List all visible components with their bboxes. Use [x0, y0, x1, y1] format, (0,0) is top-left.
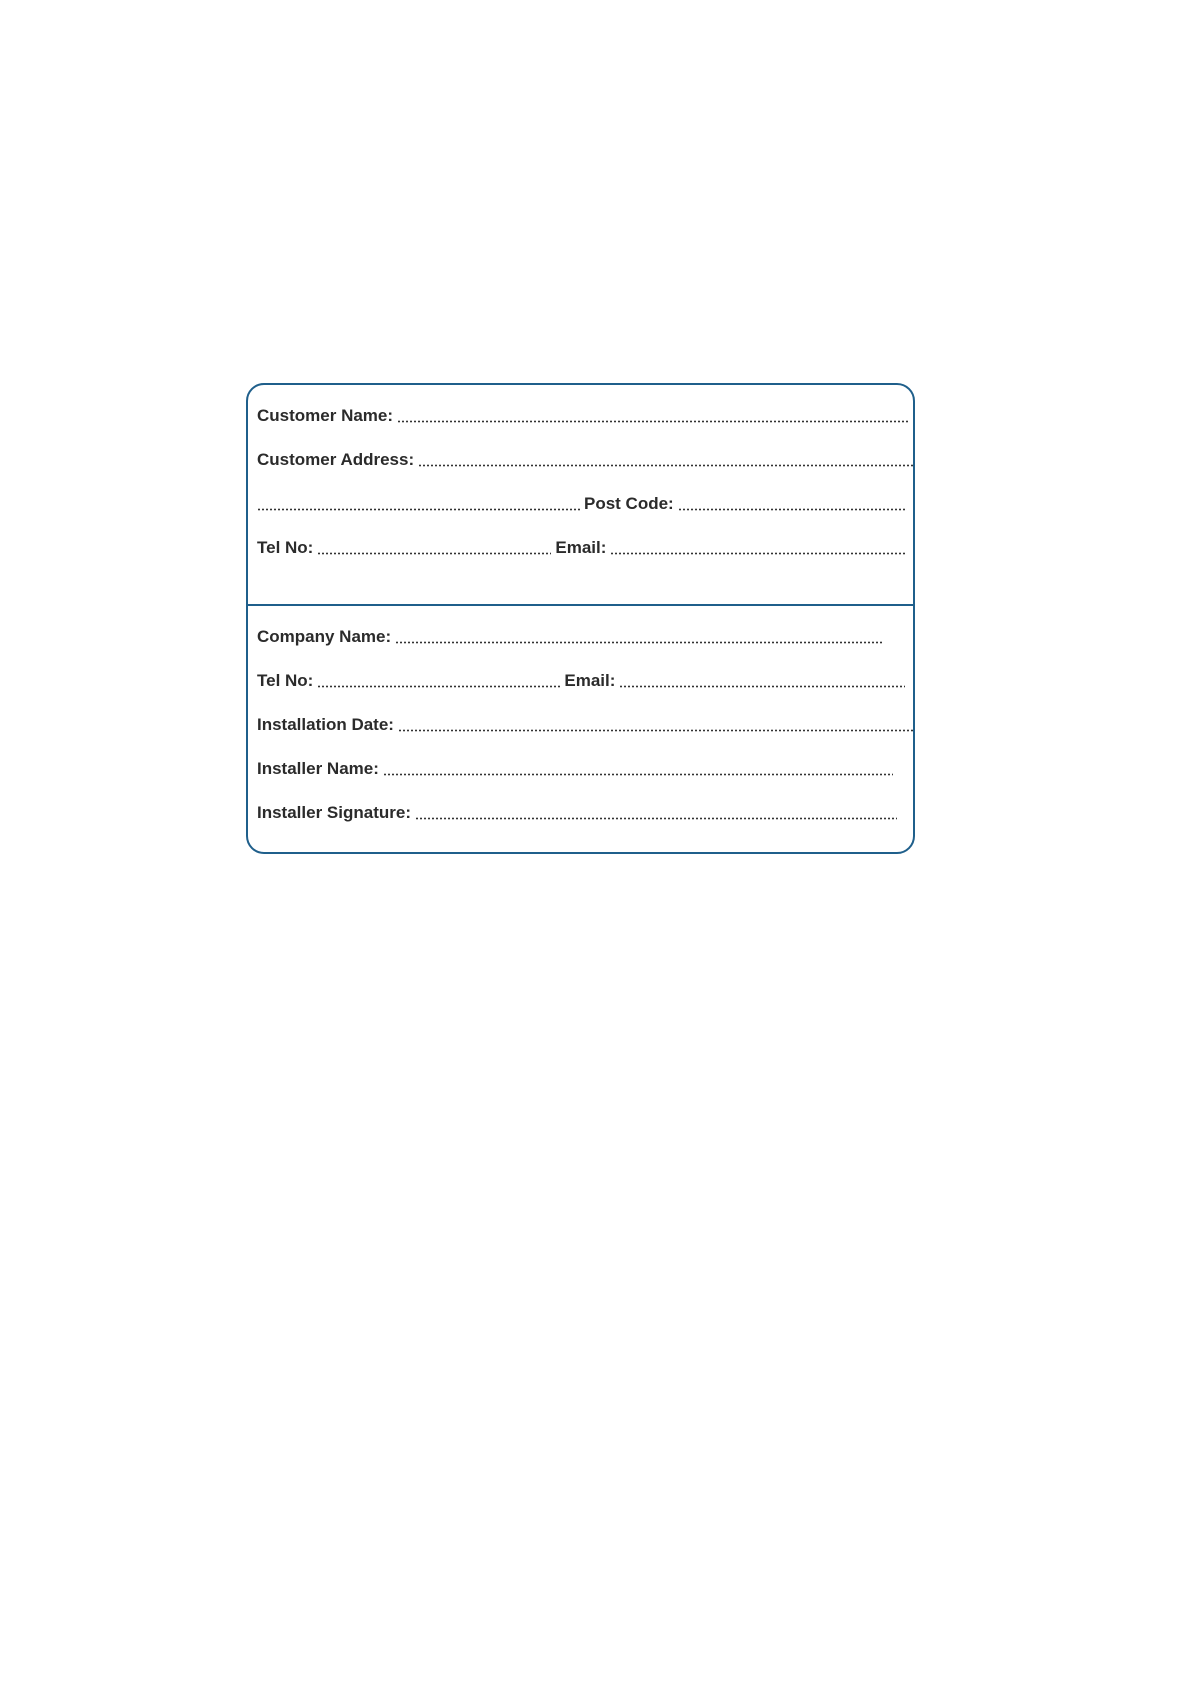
installation-date-label: Installation Date:: [257, 715, 394, 734]
customer-name-field[interactable]: [397, 420, 910, 423]
company-tel-field[interactable]: [317, 685, 560, 688]
details-form-card: [246, 383, 915, 854]
installer-name-row: [257, 757, 893, 779]
installer-signature-field[interactable]: [415, 817, 897, 820]
company-email-label: Email:: [564, 671, 616, 690]
customer-tel-label: Tel No:: [257, 538, 314, 557]
company-name-label: Company Name:: [257, 627, 392, 646]
company-name-field[interactable]: [395, 641, 883, 644]
customer-address-field[interactable]: [418, 464, 915, 467]
customer-details-section: [248, 385, 913, 606]
installer-details-section: [248, 606, 913, 854]
customer-tel-field[interactable]: [317, 552, 551, 555]
post-code-field[interactable]: [678, 508, 905, 511]
customer-name-row: [257, 404, 910, 426]
customer-address-row: [257, 448, 915, 470]
customer-email-label: Email:: [555, 538, 607, 557]
installer-name-label: Installer Name:: [257, 759, 379, 778]
installation-date-row: [257, 713, 913, 735]
installer-signature-label: Installer Signature:: [257, 803, 411, 822]
customer-email-field[interactable]: [610, 552, 905, 555]
installer-signature-row: [257, 801, 897, 823]
company-email-field[interactable]: [619, 685, 905, 688]
installer-name-field[interactable]: [383, 773, 893, 776]
address-postcode-row: [257, 492, 905, 514]
company-name-row: [257, 625, 883, 647]
customer-address-line-2-field[interactable]: [257, 508, 580, 511]
company-contact-row: [257, 669, 905, 691]
installation-date-field[interactable]: [398, 729, 913, 732]
customer-contact-row: [257, 536, 905, 558]
post-code-label: Post Code:: [584, 494, 674, 513]
customer-address-label: Customer Address:: [257, 450, 415, 469]
customer-name-label: Customer Name:: [257, 406, 394, 425]
company-tel-label: Tel No:: [257, 671, 314, 690]
